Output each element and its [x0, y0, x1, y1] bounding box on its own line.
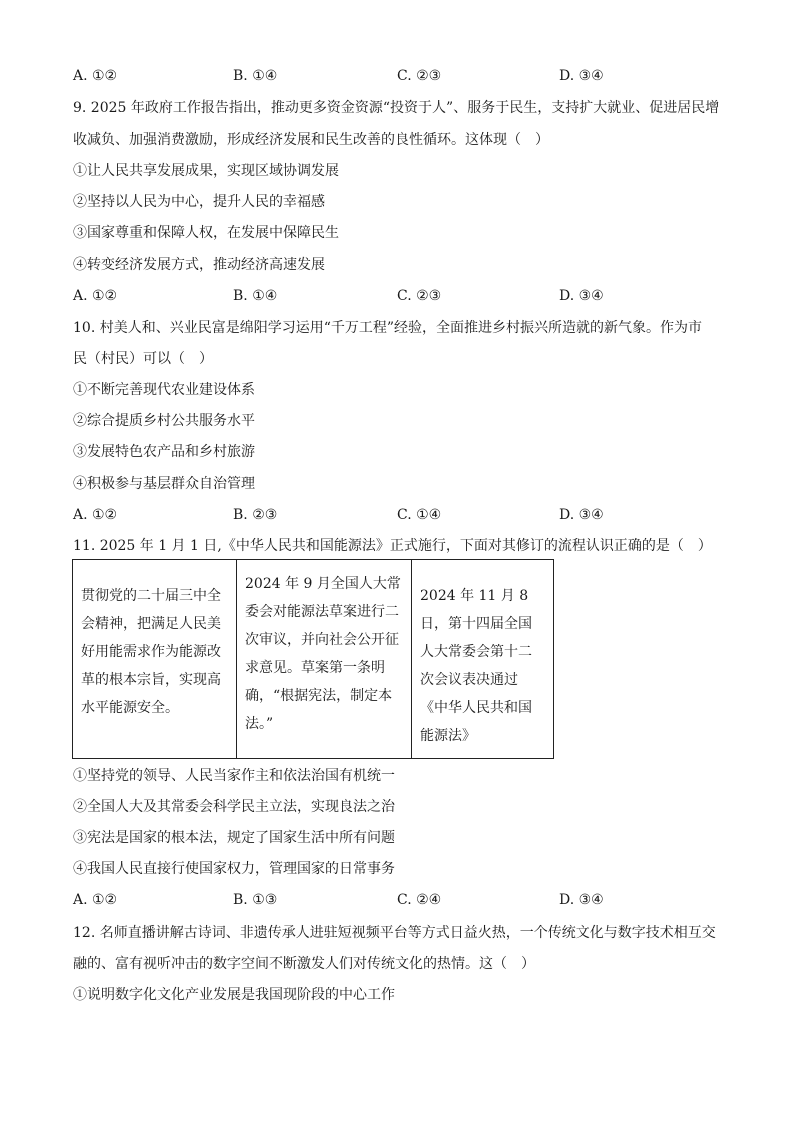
q9-stem-line2: 收减负、加强消费激励，形成经济发展和民生改善的良性循环。这体现（ ）	[73, 132, 549, 148]
q10-option-a[interactable]: A. ①②	[73, 507, 118, 523]
q11-item-2: ②全国人大及其常委会科学民主立法，实现良法之治	[73, 799, 395, 815]
q10-option-c[interactable]: C. ①④	[397, 507, 442, 523]
q8-option-b[interactable]: B. ①④	[233, 68, 278, 84]
q11-item-4: ④我国人民直接行使国家权力，管理国家的日常事务	[73, 861, 395, 877]
q10-options	[73, 505, 733, 525]
q9-item-3: ③国家尊重和保障人权，在发展中保障民生	[73, 225, 339, 241]
cell-text: 2024 年 9 月全国人大常委会对能源法草案进行二次审议，并向社会公开征求意见。草案第一条明确，“根据宪法，制定本法。”	[245, 576, 401, 732]
q11-option-d[interactable]: D. ③④	[559, 892, 604, 908]
q9-stem-line1: 9. 2025 年政府工作报告指出，推动更多资金资源“投资于人”、服务于民生，支持扩大就业、促进居民增	[73, 100, 720, 116]
q9-option-a[interactable]: A. ①②	[73, 288, 118, 304]
q9-item-2: ②坚持以人民为中心，提升人民的幸福感	[73, 194, 325, 210]
q8-option-c[interactable]: C. ②③	[397, 68, 442, 84]
q8-options	[73, 66, 733, 86]
q10-item-4: ④积极参与基层群众自治管理	[73, 476, 255, 492]
q11-process-table	[72, 559, 554, 759]
q9-option-d[interactable]: D. ③④	[559, 288, 604, 304]
q10-item-1: ①不断完善现代农业建设体系	[73, 382, 255, 398]
q9-option-c[interactable]: C. ②③	[397, 288, 442, 304]
q10-item-2: ②综合提质乡村公共服务水平	[73, 413, 255, 429]
q11-options	[73, 890, 733, 910]
q9-item-1: ①让人民共享发展成果，实现区域协调发展	[73, 163, 339, 179]
q10-option-b[interactable]: B. ②③	[233, 507, 278, 523]
cell-text: 贯彻党的二十届三中全会精神，把满足人民美好用能需求作为能源改革的根本宗旨，实现高水平能源安全。	[81, 588, 221, 716]
q9-option-b[interactable]: B. ①④	[233, 288, 278, 304]
q8-option-d[interactable]: D. ③④	[559, 68, 604, 84]
q10-stem-line1: 10. 村美人和、兴业民富是绵阳学习运用“千万工程”经验，全面推进乡村振兴所造就的新气象。作为市	[73, 320, 703, 336]
table-cell-principle	[73, 560, 237, 759]
table-row	[73, 560, 554, 759]
q11-item-1: ①坚持党的领导、人民当家作主和依法治国有机统一	[73, 768, 395, 784]
table-cell-adoption	[412, 560, 554, 759]
cell-text: 2024 年 11 月 8 日，第十四届全国人大常委会第十二次会议表决通过《中华人民共和国能源法》	[420, 588, 532, 744]
q11-option-c[interactable]: C. ②④	[397, 892, 442, 908]
table-cell-review	[237, 560, 412, 759]
q10-option-d[interactable]: D. ③④	[559, 507, 604, 523]
q12-stem-line1: 12. 名师直播讲解古诗词、非遗传承人进驻短视频平台等方式日益火热，一个传统文化与数字技术相互交	[73, 925, 716, 941]
q9-options	[73, 286, 733, 306]
q10-stem-line2: 民（村民）可以（ ）	[73, 351, 213, 367]
q8-option-a[interactable]: A. ①②	[73, 68, 118, 84]
q11-item-3: ③宪法是国家的根本法，规定了国家生活中所有问题	[73, 830, 395, 846]
q11-stem: 11. 2025 年 1 月 1 日,《中华人民共和国能源法》正式施行，下面对其修订的流程认识正确的是（ ）	[73, 538, 712, 554]
q12-item-1: ①说明数字化文化产业发展是我国现阶段的中心工作	[73, 987, 395, 1003]
q11-option-b[interactable]: B. ①③	[233, 892, 278, 908]
q10-item-3: ③发展特色农产品和乡村旅游	[73, 444, 255, 460]
q11-option-a[interactable]: A. ①②	[73, 892, 118, 908]
q9-item-4: ④转变经济发展方式，推动经济高速发展	[73, 257, 325, 273]
q12-stem-line2: 融的、富有视听冲击的数字空间不断激发人们对传统文化的热情。这（ ）	[73, 956, 535, 972]
